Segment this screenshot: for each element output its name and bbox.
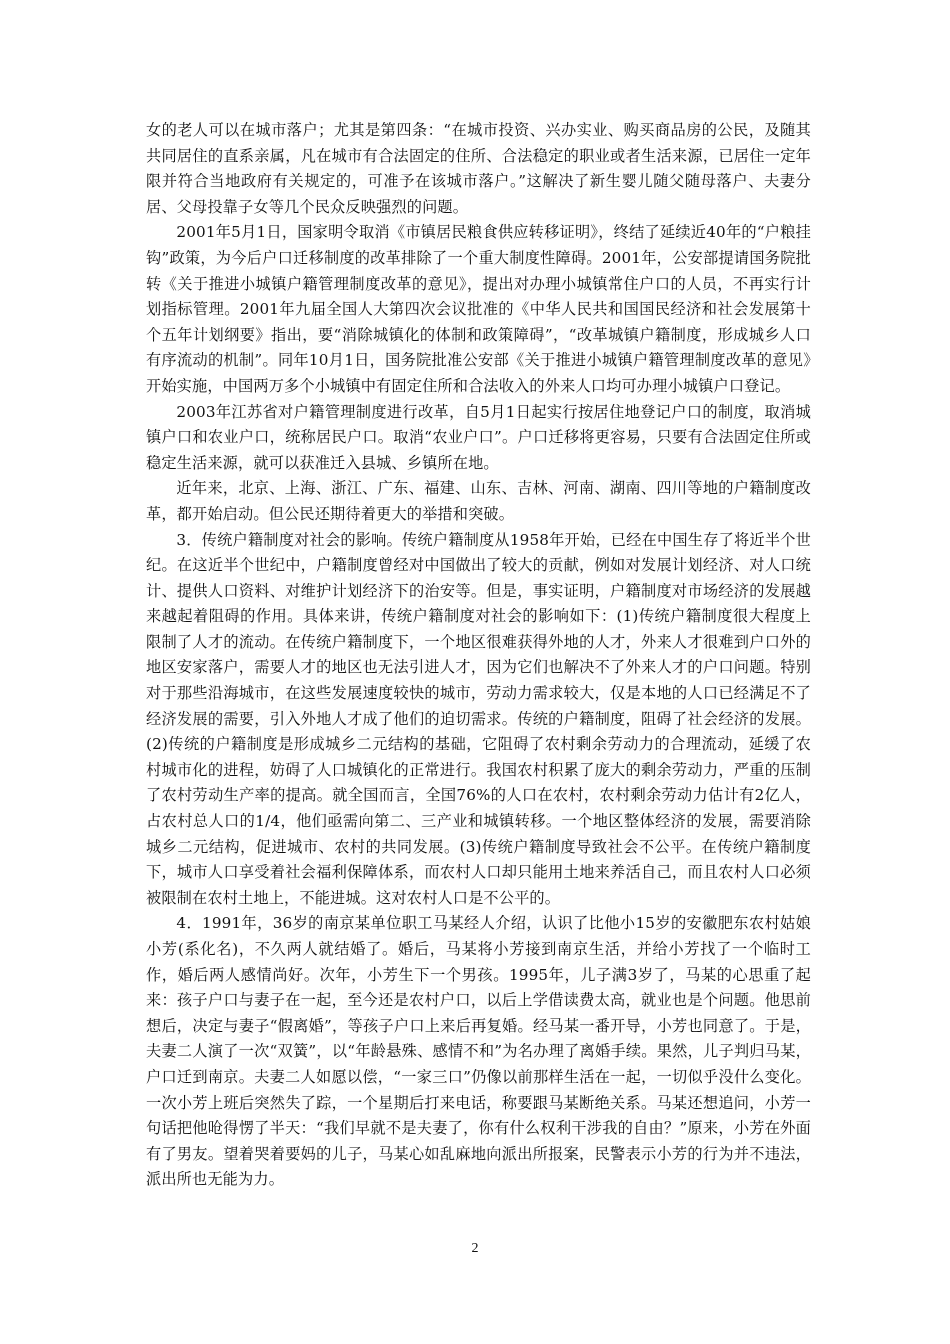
paragraph-recent-years: 近年来，北京、上海、浙江、广东、福建、山东、吉林、河南、湖南、四川等地的户籍制度改革，都开始启动。但公民还期待着更大的举措和突破。 <box>146 479 811 523</box>
paragraph-section-4: 4．1991年，36岁的南京某单位职工马某经人介绍，认识了比他小15岁的安徽肥东农村姑娘小芳(系化名)，不久两人就结婚了。婚后，马某将小芳接到南京生活，并给小芳找了一个临时工作，婚后两人感情尚好。次年，小芳生下一个男孩。1995年，儿子满3岁了，马某的心思重了起来：孩子户口与妻子在一起，至今还是农村户口，以后上学借读费太高，就业也是个问题。他思前想后，决定与妻子“假离婚”，等孩子户口上来后再复婚。经马某一番开导，小芳也同意了。于是，夫妻二人演了一次“双簧”，以“年龄悬殊、感情不和”为名办理了离婚手续。果然，儿子判归马某，户口迁到南京。夫妻二人如愿以偿，“一家三口”仍像以前那样生活在一起，一切似乎没什么变化。一次小芳上班后突然失了踪，一个星期后打来电话，称要跟马某断绝关系。马某还想追问，小芳一句话把他呛得愣了半天：“我们早就不是夫妻了，你有什么权利干涉我的自由？”原来，小芳在外面有了男友。望着哭着要妈的儿子，马某心如乱麻地向派出所报案，民警表示小芳的行为并不违法，派出所也无能为力。 <box>146 914 811 1189</box>
document-body <box>146 118 811 1193</box>
paragraph-continuation: 女的老人可以在城市落户；尤其是第四条：“在城市投资、兴办实业、购买商品房的公民，及随其共同居住的直系亲属，凡在城市有合法固定的住所、合法稳定的职业或者生活来源，已居住一定年限并符合当地政府有关规定的，可准予在该城市落户。”这解决了新生婴儿随父随母落户、夫妻分居、父母投靠子女等几个民众反映强烈的问题。 <box>146 121 811 216</box>
page-number: 2 <box>471 1241 479 1256</box>
paragraph-2003-jiangsu: 2003年江苏省对户籍管理制度进行改革，自5月1日起实行按居住地登记户口的制度，取消城镇户口和农业户口，统称居民户口。取消“农业户口”。户口迁移将更容易，只要有合法固定住所或稳定生活来源，就可以获准迁入县城、乡镇所在地。 <box>146 402 811 472</box>
paragraph-2001-reform: 2001年5月1日，国家明令取消《市镇居民粮食供应转移证明》，终结了延续近40年的“户粮挂钩”政策，为今后户口迁移制度的改革排除了一个重大制度性障碍。2001年，公安部提请国务院批转《关于推进小城镇户籍管理制度改革的意见》，提出对办理小城镇常住户口的人员，不再实行计划指标管理。2001年九届全国人大第四次会议批准的《中华人民共和国国民经济和社会发展第十个五年计划纲要》指出，要“消除城镇化的体制和政策障碍”，“改革城镇户籍制度，形成城乡人口有序流动的机制”。同年10月1日，国务院批准公安部《关于推进小城镇户籍管理制度改革的意见》开始实施，中国两万多个小城镇中有固定住所和合法收入的外来人口均可办理小城镇户口登记。 <box>146 223 811 395</box>
paragraph-section-3: 3．传统户籍制度对社会的影响。传统户籍制度从1958年开始，已经在中国生存了将近半个世纪。在这近半个世纪中，户籍制度曾经对中国做出了较大的贡献，例如对发展计划经济、对人口统计、提供人口资料、对维护计划经济下的治安等。但是，事实证明，户籍制度对市场经济的发展越来越起着阻碍的作用。具体来讲，传统户籍制度对社会的影响如下：(1)传统户籍制度很大程度上限制了人才的流动。在传统户籍制度下，一个地区很难获得外地的人才，外来人才很难到户口外的地区安家落户，需要人才的地区也无法引进人才，因为它们也解决不了外来人才的户口问题。特别对于那些沿海城市，在这些发展速度较快的城市，劳动力需求较大，仅是本地的人口已经满足不了经济发展的需要，引入外地人才成了他们的迫切需求。传统的户籍制度，阻碍了社会经济的发展。(2)传统的户籍制度是形成城乡二元结构的基础，它阻碍了农村剩余劳动力的合理流动，延缓了农村城市化的进程，妨碍了人口城镇化的正常进行。我国农村积累了庞大的剩余劳动力，严重的压制了农村劳动生产率的提高。就全国而言，全国76%的人口在农村，农村剩余劳动力估计有2亿人，占农村总人口的1/4，他们亟需向第二、三产业和城镇转移。一个地区整体经济的发展，需要消除城乡二元结构，促进城市、农村的共同发展。(3)传统户籍制度导致社会不公平。在传统户籍制度下，城市人口享受着社会福利保障体系，而农村人口却只能用土地来养活自己，而且农村人口必须被限制在农村土地上，不能进城。这对农村人口是不公平的。 <box>146 530 811 907</box>
